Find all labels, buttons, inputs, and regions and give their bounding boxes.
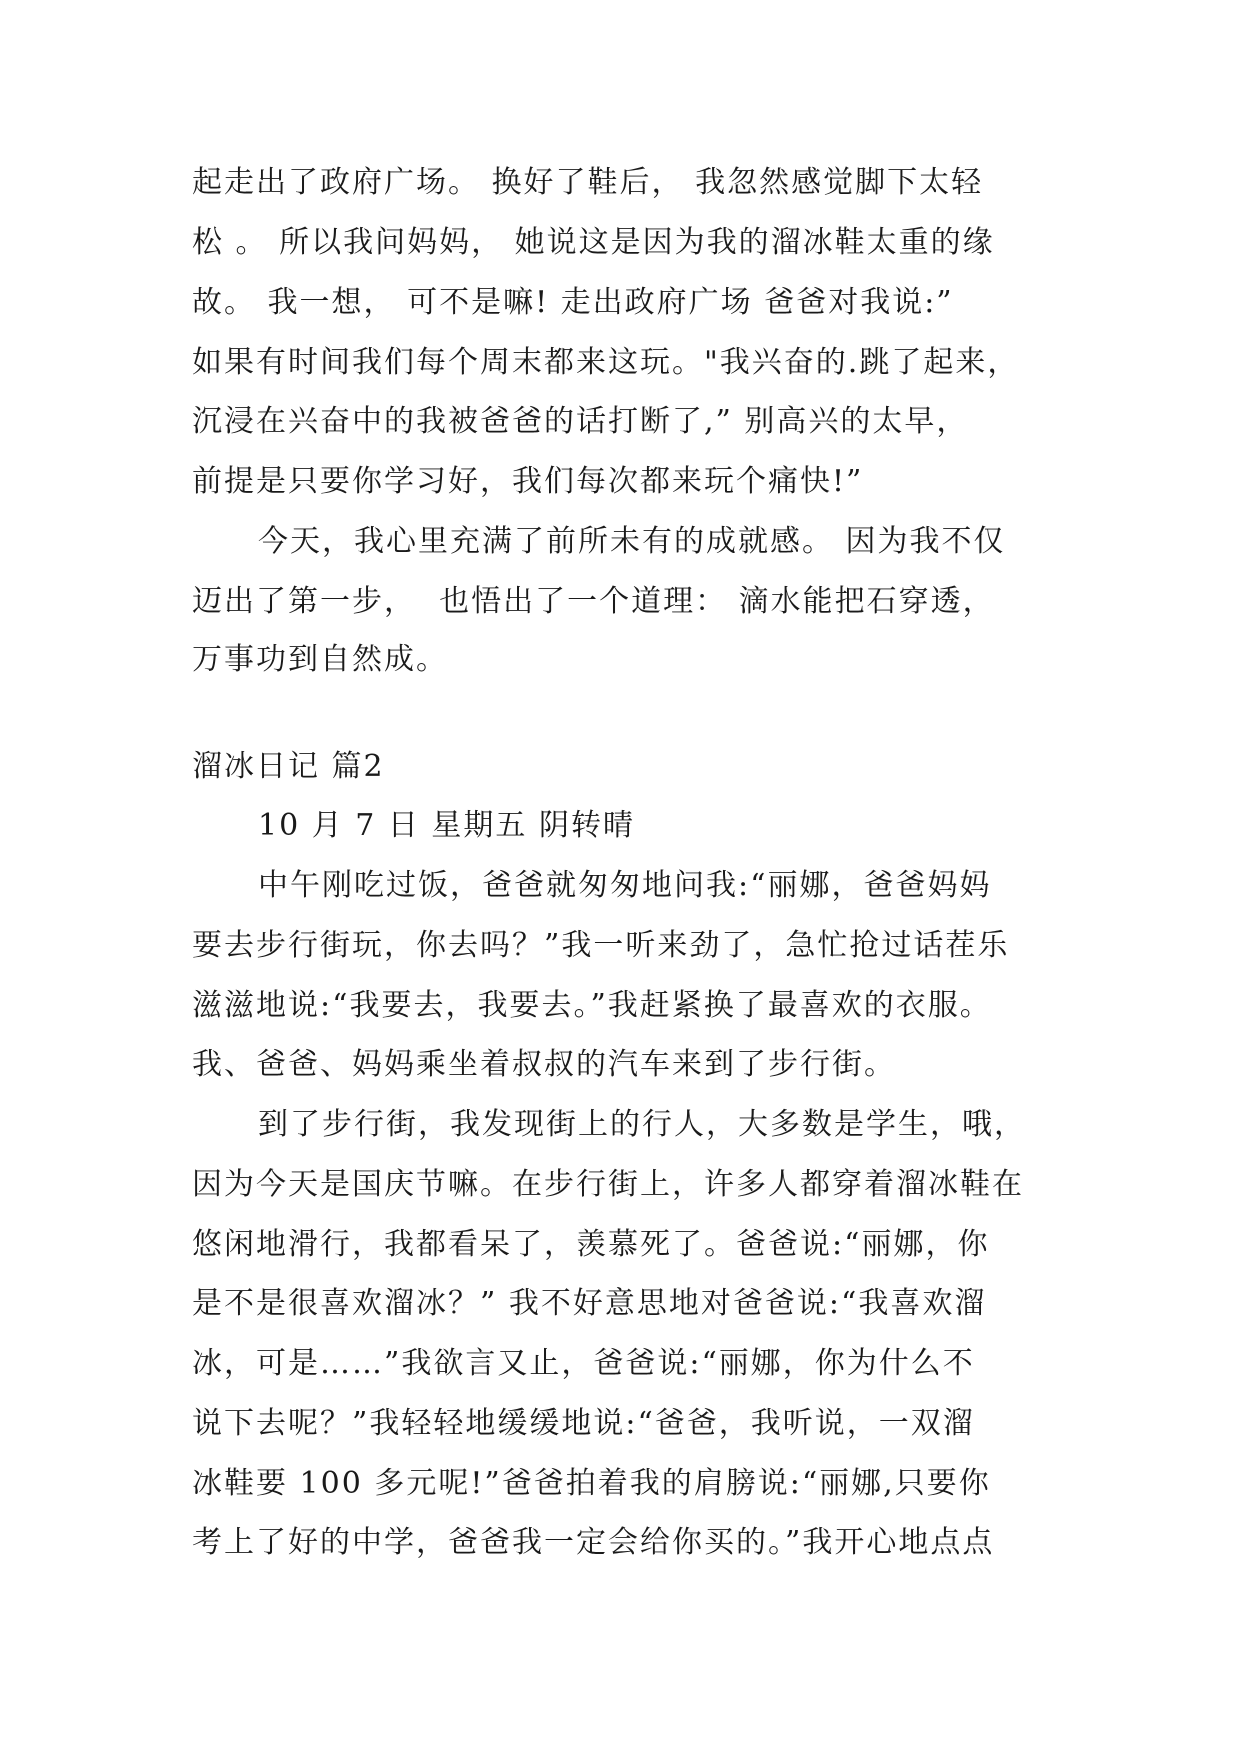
date-line: 10 月 7 日 星期五 阴转晴	[258, 808, 635, 843]
paragraph-line: 要去步行街玩，你去吗？”我一听来劲了，急忙抢过话茬乐	[192, 928, 1010, 963]
paragraph-line: 故。 我一想， 可不是嘛! 走出政府广场 爸爸对我说:”	[192, 285, 954, 320]
paragraph-line: 中午刚吃过饭，爸爸就匆匆地问我:“丽娜，爸爸妈妈	[258, 868, 992, 903]
paragraph-line: 起走出了政府广场。 换好了鞋后， 我忽然感觉脚下太轻	[192, 165, 984, 200]
paragraph-line: 今天，我心里充满了前所未有的成就感。 因为我不仅	[258, 524, 1006, 559]
paragraph-line: 悠闲地滑行，我都看呆了，羡慕死了。爸爸说:“丽娜，你	[192, 1227, 990, 1262]
paragraph-line: 因为今天是国庆节嘛。在步行街上，许多人都穿着溜冰鞋在	[192, 1167, 1024, 1202]
paragraph-line: 前提是只要你学习好，我们每次都来玩个痛快!”	[192, 464, 864, 499]
paragraph-line: 我、爸爸、妈妈乘坐着叔叔的汽车来到了步行街。	[192, 1047, 896, 1082]
paragraph-line: 松 。 所以我问妈妈， 她说这是因为我的溜冰鞋太重的缘	[192, 225, 995, 260]
paragraph-line: 迈出了第一步， 也悟出了一个道理： 滴水能把石穿透，	[192, 584, 995, 619]
section-heading: 溜冰日记 篇2	[192, 749, 385, 784]
paragraph-line: 如果有时间我们每个周末都来这玩。"我兴奋的.跳了起来，	[192, 345, 1020, 380]
paragraph-line: 说下去呢？”我轻轻地缓缓地说:“爸爸，我听说，一双溜	[192, 1406, 975, 1441]
paragraph-line: 冰鞋要 100 多元呢!”爸爸拍着我的肩膀说:“丽娜,只要你	[192, 1466, 991, 1501]
paragraph-line: 沉浸在兴奋中的我被爸爸的话打断了,” 别高兴的太早，	[192, 404, 969, 439]
paragraph-line: 考上了好的中学，爸爸我一定会给你买的。”我开心地点点	[192, 1525, 995, 1560]
paragraph-line: 到了步行街，我发现街上的行人，大多数是学生，哦，	[258, 1107, 1026, 1142]
paragraph-line: 冰，可是……”我欲言又止，爸爸说:“丽娜，你为什么不	[192, 1346, 975, 1381]
paragraph-line: 是不是很喜欢溜冰？” 我不好意思地对爸爸说:“我喜欢溜	[192, 1286, 987, 1321]
paragraph-line: 滋滋地说:“我要去，我要去。”我赶紧换了最喜欢的衣服。	[192, 988, 992, 1023]
paragraph-line: 万事功到自然成。	[192, 642, 448, 677]
